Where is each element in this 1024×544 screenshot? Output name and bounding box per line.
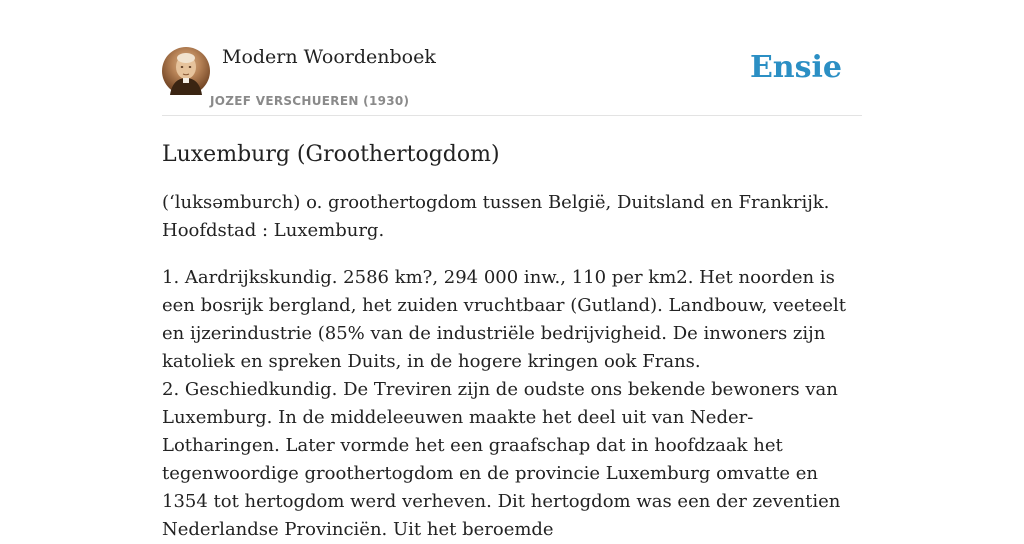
content-container bbox=[162, 0, 862, 544]
entry-section-history: 2. Geschiedkundig. De Treviren zijn de oudste ons bekende bewoners van Luxemburg. In de middeleeuwen maakte het deel uit van Neder-Lotharingen. Later vormde het een graafschap dat in hoofdzaak het tegenwoordige groothertogdom en de provincie Luxemburg omvatte en 1354 tot hertogdom werd verheven. Dit hertogdom was een der zeventien Nederlandse Provinciën. Uit het beroemde bbox=[162, 379, 841, 540]
book-title[interactable]: Modern Woordenboek bbox=[222, 46, 436, 68]
entry-paragraph-content bbox=[162, 264, 862, 544]
entry-section-geography: 1. Aardrijkskundig. 2586 km?, 294 000 inw., 110 per km2. Het noorden is een bosrijk bergland, het zuiden vruchtbaar (Gutland). Landbouw, veeteelt en ijzerindustrie (85% van de industriële bedrijvigheid. De inwoners zijn katoliek en spreken Duits, in de hogere kringen ook Frans. bbox=[162, 267, 847, 372]
author-avatar[interactable] bbox=[162, 47, 210, 95]
site-logo[interactable]: Ensie bbox=[749, 50, 842, 85]
entry-body bbox=[162, 189, 862, 544]
portrait-icon bbox=[162, 47, 210, 95]
entry-paragraph-pronunciation: (ʻluksəmburch) o. groothertogdom tussen België, Duitsland en Frankrijk. Hoofdstad : Luxemburg. bbox=[162, 192, 830, 241]
header bbox=[162, 0, 862, 116]
author-name[interactable]: JOZEF VERSCHUEREN (1930) bbox=[210, 94, 410, 108]
entry-title: Luxemburg (Groothertogdom) bbox=[162, 142, 500, 167]
